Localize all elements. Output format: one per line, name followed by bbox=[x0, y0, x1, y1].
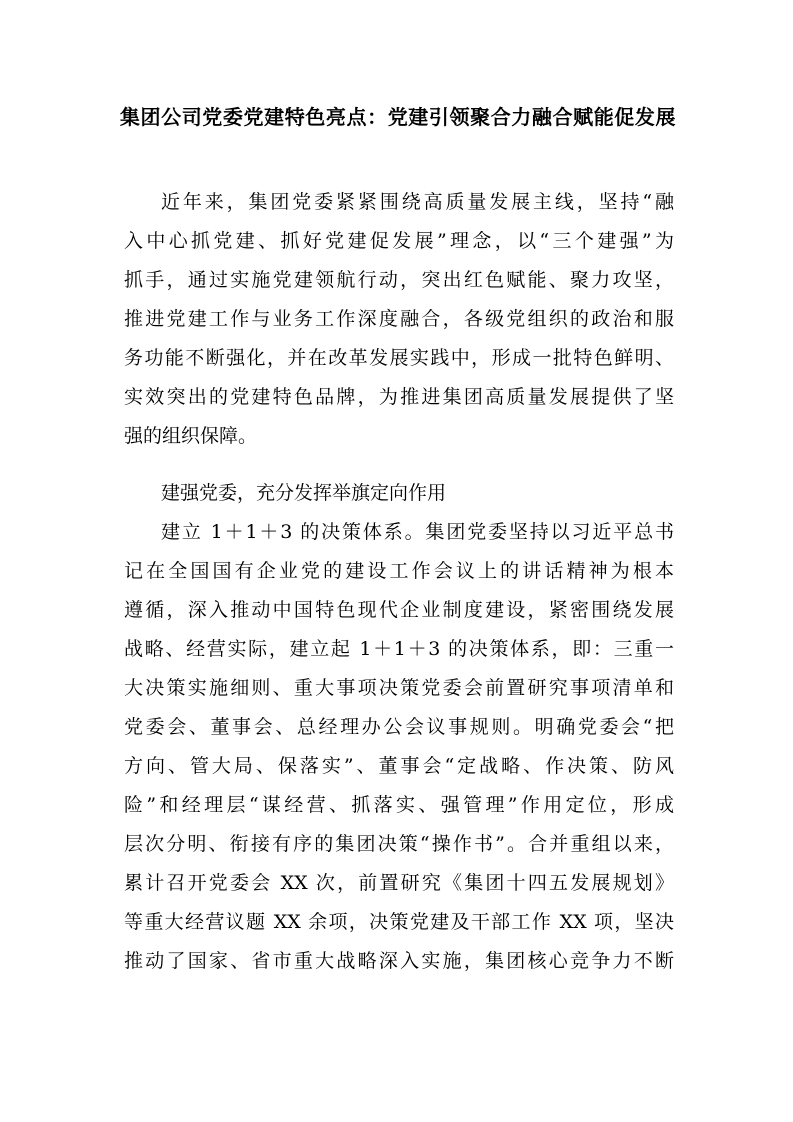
text-line: 等重大经营议题 XX 余项，决策党建及干部工作 XX 项，坚决 bbox=[124, 911, 674, 933]
text-line: 层次分明、衔接有序的集团决策“操作书”。合并重组以来， bbox=[124, 833, 674, 855]
text-line: 党委会、董事会、总经理办公会议事规则。明确党委会“把 bbox=[124, 716, 674, 738]
text-line: 记在全国国有企业党的建设工作会议上的讲话精神为根本 bbox=[124, 560, 674, 582]
text-line: 累计召开党委会 XX 次，前置研究《集团十四五发展规划》 bbox=[124, 872, 674, 894]
text-line: 推进党建工作与业务工作深度融合，各级党组织的政治和服 bbox=[124, 308, 674, 330]
text-line: 强的组织保障。 bbox=[124, 425, 258, 447]
text-line: 战略、经营实际，建立起 1＋1＋3 的决策体系，即：三重一 bbox=[124, 638, 674, 660]
text-line: 务功能不断强化，并在改革发展实践中，形成一批特色鲜明、 bbox=[124, 347, 674, 369]
text-line: 险”和经理层“谋经营、抓落实、强管理”作用定位，形成 bbox=[124, 794, 674, 816]
text-line: 建立 1＋1＋3 的决策体系。集团党委坚持以习近平总书 bbox=[161, 521, 674, 543]
text-line: 实效突出的党建特色品牌，为推进集团高质量发展提供了坚 bbox=[124, 386, 674, 408]
text-line: 方向、管大局、保落实”、董事会“定战略、作决策、防风 bbox=[124, 755, 674, 777]
text-line: 推动了国家、省市重大战略深入实施，集团核心竞争力不断 bbox=[124, 950, 674, 972]
text-line: 近年来，集团党委紧紧围绕高质量发展主线，坚持“融 bbox=[161, 191, 674, 213]
text-line: 入中心抓党建、抓好党建促发展”理念，以“三个建强”为 bbox=[124, 230, 674, 252]
section-heading: 建强党委，充分发挥举旗定向作用 bbox=[161, 482, 447, 504]
text-line: 抓手，通过实施党建领航行动，突出红色赋能、聚力攻坚， bbox=[124, 269, 674, 291]
document-title: 集团公司党委党建特色亮点：党建引领聚合力融合赋能促发展 bbox=[119, 105, 677, 129]
text-line: 大决策实施细则、重大事项决策党委会前置研究事项清单和 bbox=[124, 677, 674, 699]
text-line: 遵循，深入推动中国特色现代企业制度建设，紧密围绕发展 bbox=[124, 599, 674, 621]
